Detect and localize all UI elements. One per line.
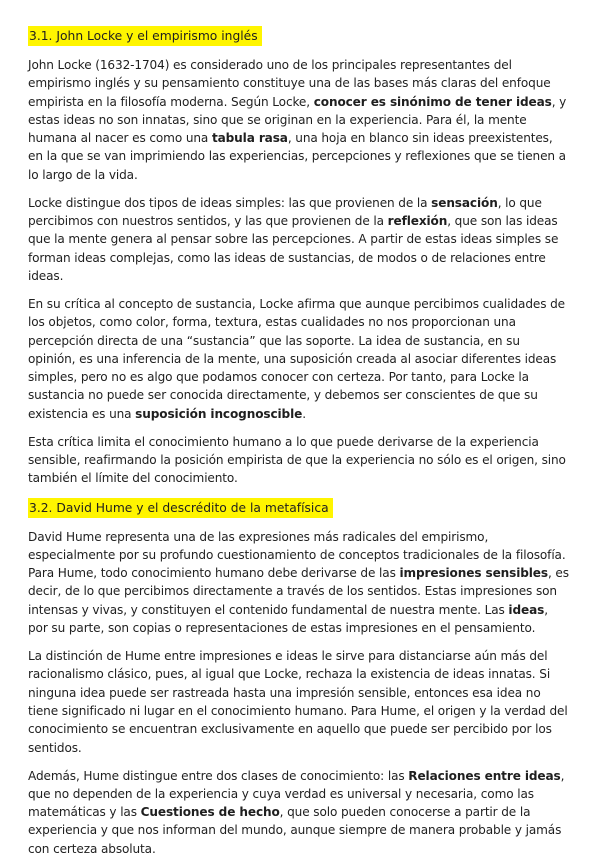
text-run: , que solo pueden conocerse a partir de la experiencia y que nos informan del mundo, aunque siempre de manera probable y jamás con certeza absoluta. xyxy=(28,805,562,856)
section-1-paragraph-4 xyxy=(28,433,570,488)
bold-term: reflexión xyxy=(387,214,448,229)
bold-term: suposición incognoscible xyxy=(135,406,303,421)
text-run: , es decir, de lo que percibimos directamente a través de los sentidos. Estas impresiones son intensas y vivas, y constituyen el contenido fundamental de nuestra mente. Las xyxy=(28,566,569,617)
section-2-paragraph-1 xyxy=(28,528,570,638)
bold-term: sensación xyxy=(431,195,498,210)
text-run: , lo que percibimos con nuestros sentidos, y las que provienen de la xyxy=(28,195,542,229)
section-1-paragraph-2 xyxy=(28,194,570,285)
bold-term: ideas xyxy=(508,602,545,617)
section-1-heading-wrap xyxy=(28,26,570,56)
text-run: John Locke (1632-1704) es considerado uno de los principales representantes del empirismo inglés y su pensamiento constituye una de las bases más claras del enfoque empirista en la filosofía moderna. Según Locke, xyxy=(28,58,551,109)
bold-term: Relaciones entre ideas xyxy=(408,768,561,783)
section-1-paragraph-1 xyxy=(28,56,570,184)
section-2-paragraph-2 xyxy=(28,647,570,757)
text-run: La distinción de Hume entre impresiones e ideas le sirve para distanciarse aún más del racionalismo clásico, pues, al igual que Locke, rechaza la existencia de ideas innatas. Si ninguna idea puede ser rastreada hasta una impresión sensible, entonces esa idea no tiene significado ni lugar en el conocimiento humano. Para Hume, el origen y la verdad del conocimiento se encuentran exclusivamente en aquello que puede ser percibido por los sentidos. xyxy=(28,649,568,755)
text-run: Locke distingue dos tipos de ideas simples: las que provienen de la xyxy=(28,195,432,210)
bold-term: conocer es sinónimo de tener ideas xyxy=(313,94,552,109)
text-run: , y estas ideas no son innatas, sino que se originan en la experiencia. Para él, la mente humana al nacer es como una xyxy=(28,94,567,146)
text-run: , por su parte, son copias o representaciones de estas impresiones en el pensamiento. xyxy=(28,602,548,636)
bold-term: Cuestiones de hecho xyxy=(140,805,280,820)
section-2-heading: 3.2. David Hume y el descrédito de la metafísica xyxy=(28,498,333,518)
section-2-heading-wrap xyxy=(28,498,570,528)
text-run: , una hoja en blanco sin ideas preexistentes, en la que se van imprimiendo las experiencias, percepciones y reflexiones que se tienen a lo largo de la vida. xyxy=(28,131,566,182)
text-run: , que son las ideas que la mente genera al pensar sobre las percepciones. A partir de estas ideas simples se forman ideas complejas, como las ideas de sustancias, de modos o de relaciones entre ideas. xyxy=(28,214,559,283)
section-1-heading: 3.1. John Locke y el empirismo inglés xyxy=(28,26,262,46)
text-run: David Hume representa una de las expresiones más radicales del empirismo, especialmente por su profundo cuestionamiento de conceptos tradicionales de la filosofía. Para Hume, todo conocimiento humano debe derivarse de las xyxy=(28,529,566,581)
text-run: . xyxy=(302,406,306,421)
section-2-paragraph-3 xyxy=(28,767,570,858)
text-run: Esta crítica limita el conocimiento humano a lo que puede derivarse de la experiencia sensible, reafirmando la posición empirista de que la experiencia no sólo es el origen, sino también el límite del conocimiento. xyxy=(28,434,566,486)
text-run: En su crítica al concepto de sustancia, Locke afirma que aunque percibimos cualidades de los objetos, como color, forma, textura, estas cualidades no nos proporcionan una percepción directa de una “sustancia” que las soporte. La idea de sustancia, en su opinión, es una inferencia de la mente, una suposición creada al asociar diferentes ideas simples, pero no es algo que podamos conocer con certeza. Por tanto, para Locke la sustancia no puede ser conocida directamente, y debemos ser conscientes de que su existencia es una xyxy=(28,296,565,421)
bold-term: tabula rasa xyxy=(211,131,288,146)
section-1-paragraph-3 xyxy=(28,295,570,423)
bold-term: impresiones sensibles xyxy=(399,566,548,581)
text-run: Además, Hume distingue entre dos clases de conocimiento: las xyxy=(28,768,409,783)
text-run: , que no dependen de la experiencia y cuya verdad es universal y necesaria, como las matemáticas y las xyxy=(28,768,565,820)
